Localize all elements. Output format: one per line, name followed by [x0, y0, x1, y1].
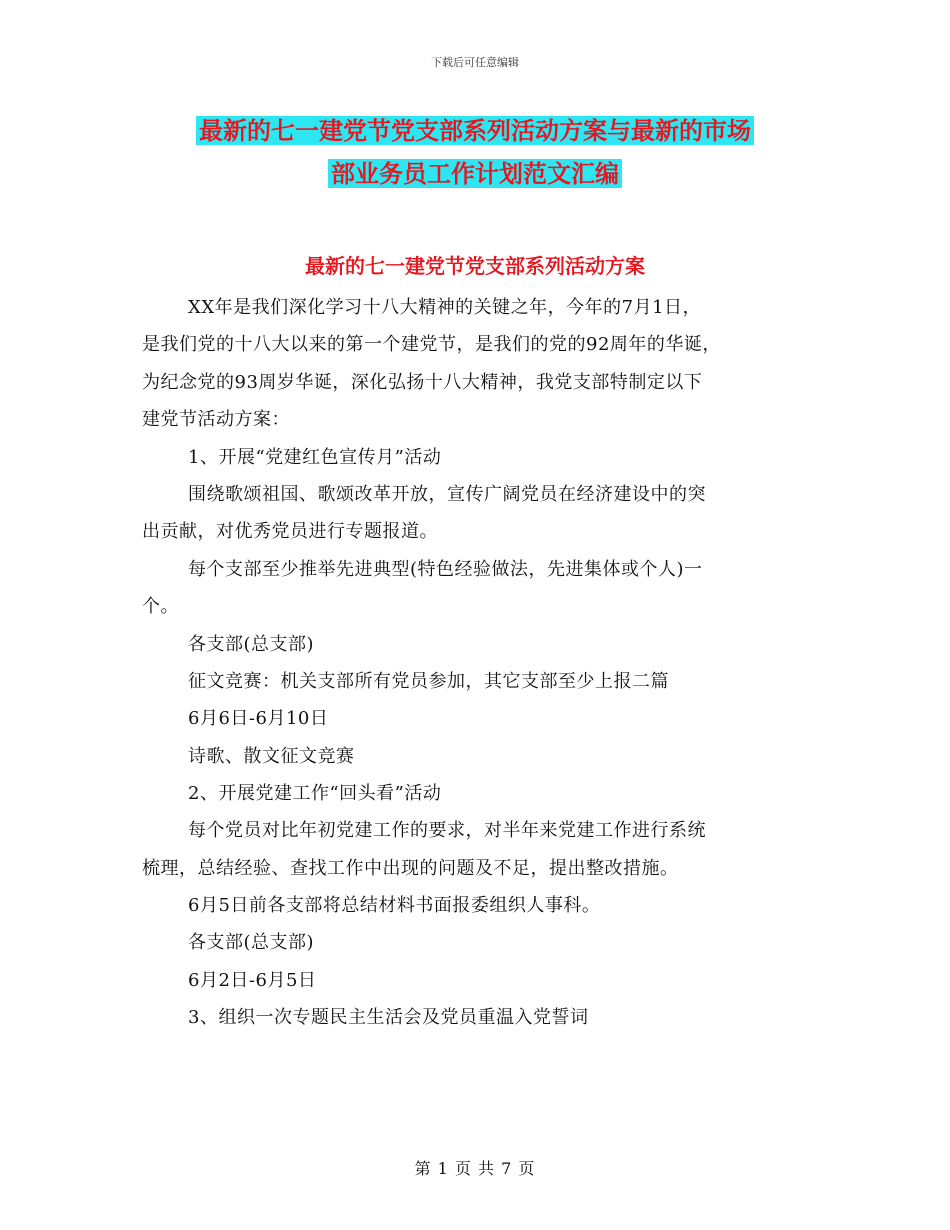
body-line: 围绕歌颂祖国、歌颂改革开放，宣传广阔党员在经济建设中的突 — [188, 484, 706, 505]
document-title-line-1 — [0, 114, 950, 148]
body-line: 3、组织一次专题民主生活会及党员重温入党誓词 — [188, 1007, 589, 1028]
body-line: 出贡献，对优秀党员进行专题报道。 — [142, 521, 438, 542]
body-line: 每个支部至少推举先进典型(特色经验做法，先进集体或个人)一 — [188, 559, 703, 580]
body-line: 6月2日-6月5日 — [188, 970, 317, 991]
body-line: 6月5日前各支部将总结材料书面报委组织人事科。 — [188, 895, 601, 916]
body-line: 6月6日-6月10日 — [188, 708, 329, 729]
title-highlight-1: 最新的七一建党节党支部系列活动方案与最新的市场 — [196, 116, 754, 145]
document-title-line-2 — [0, 157, 950, 191]
header-note: 下载后可任意编辑 — [431, 56, 519, 69]
body-line: 为纪念党的93周岁华诞，深化弘扬十八大精神，我党支部特制定以下 — [142, 372, 703, 393]
body-line: 征文竞赛：机关支部所有党员参加，其它支部至少上报二篇 — [188, 671, 669, 692]
body-line: 每个党员对比年初党建工作的要求，对半年来党建工作进行系统 — [188, 820, 706, 841]
body-line: 1、开展“党建红色宣传月”活动 — [188, 447, 442, 468]
section-title: 最新的七一建党节党支部系列活动方案 — [305, 254, 645, 278]
page-number-footer: 第 1 页 共 7 页 — [414, 1159, 536, 1178]
body-line: 是我们党的十八大以来的第一个建党节，是我们的党的92周年的华诞， — [142, 334, 721, 355]
body-line: XX年是我们深化学习十八大精神的关键之年，今年的7月1日， — [188, 297, 702, 318]
body-line: 各支部(总支部) — [188, 634, 315, 655]
body-line: 各支部(总支部) — [188, 932, 315, 953]
body-line: 建党节活动方案： — [142, 409, 290, 430]
body-line: 诗歌、散文征文竞赛 — [188, 746, 355, 767]
body-line: 2、开展党建工作“回头看”活动 — [188, 783, 442, 804]
title-highlight-2: 部业务员工作计划范文汇编 — [328, 159, 622, 188]
body-line: 梳理，总结经验、查找工作中出现的问题及不足，提出整改措施。 — [142, 858, 679, 879]
body-line: 个。 — [142, 596, 179, 617]
